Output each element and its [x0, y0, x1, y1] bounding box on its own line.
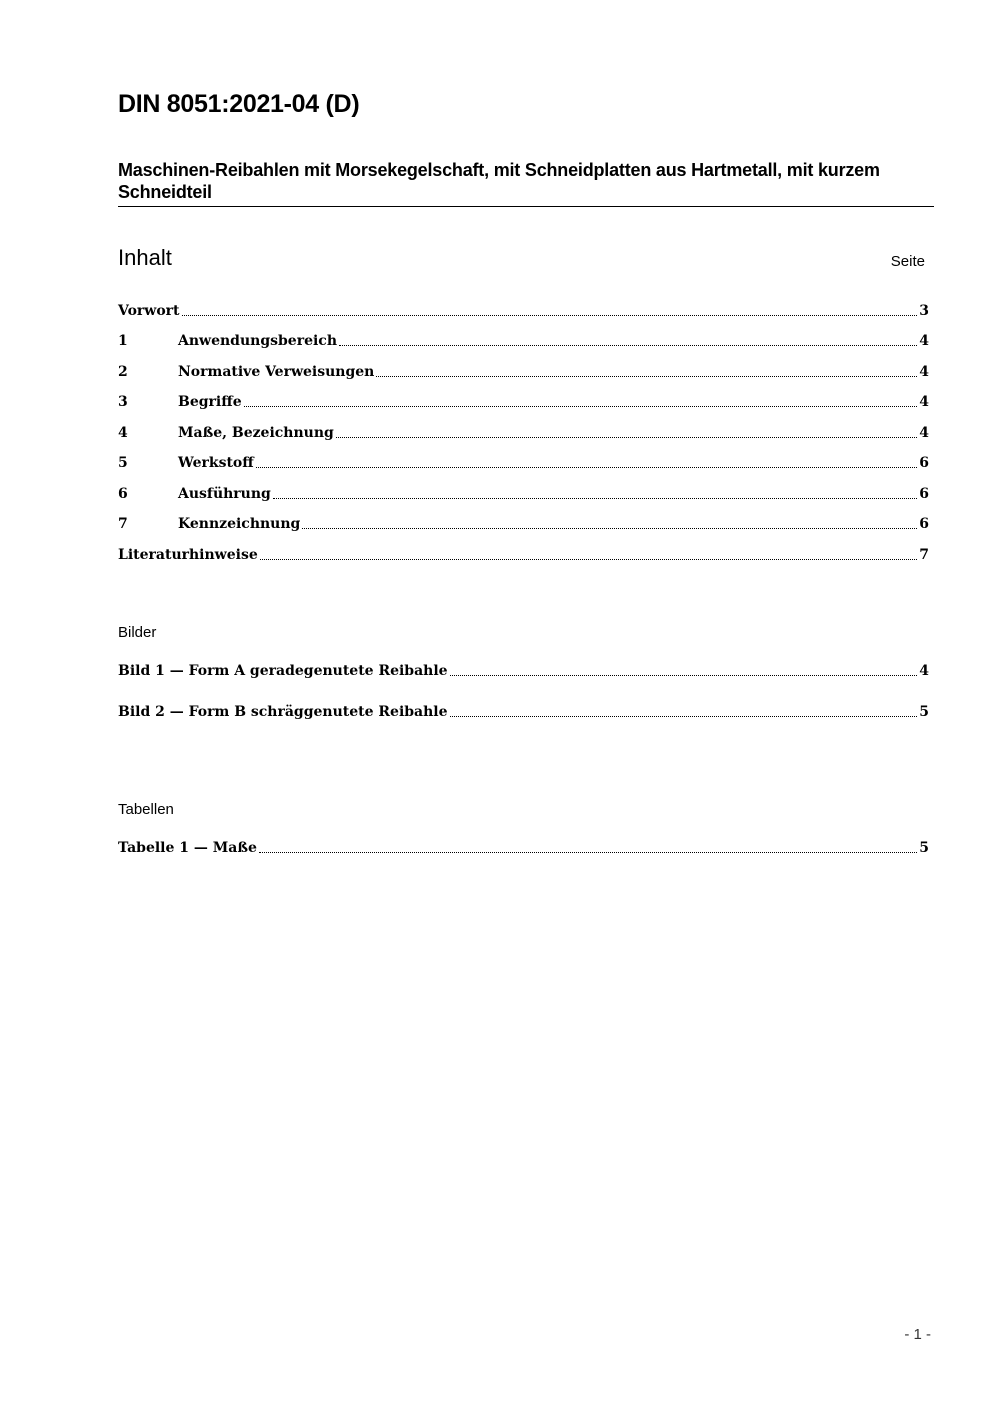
table-entry-tabelle-1[interactable]: [118, 840, 929, 860]
toc-entry-number: 5: [118, 455, 128, 471]
toc-entry-ausfuehrung[interactable]: [118, 486, 929, 506]
toc-entry-literaturhinweise[interactable]: [118, 547, 929, 567]
figure-entry-bild-1[interactable]: [118, 663, 929, 683]
toc-leader-dots: [244, 406, 918, 407]
toc-entry-label: Begriffe: [178, 394, 242, 410]
toc-entry-masse-bezeichnung[interactable]: [118, 425, 929, 445]
toc-leader-dots: [273, 498, 917, 499]
toc-entry-label: Kennzeichnung: [178, 516, 301, 532]
toc-entry-page: 3: [919, 303, 929, 319]
toc-leader-dots: [260, 559, 918, 560]
figure-entry-page: 5: [919, 704, 929, 720]
toc-entry-label: Literaturhinweise: [118, 547, 258, 563]
toc-leader-dots: [376, 376, 917, 377]
toc-entry-label: Vorwort: [118, 303, 180, 319]
toc-entry-page: 4: [919, 394, 929, 410]
toc-entry-page: 4: [919, 333, 929, 349]
toc-entry-anwendungsbereich[interactable]: [118, 333, 929, 353]
figure-entry-bild-2[interactable]: [118, 704, 929, 724]
toc-heading: Inhalt: [118, 245, 172, 270]
document-code: DIN 8051:2021-04 (D): [118, 90, 360, 118]
toc-entry-page: 7: [919, 547, 929, 563]
toc-entry-number: 7: [118, 516, 128, 532]
toc-entry-page: 4: [919, 364, 929, 380]
toc-entry-label: Anwendungsbereich: [178, 333, 337, 349]
toc-entry-page: 6: [919, 455, 929, 471]
figure-entry-page: 4: [919, 663, 929, 679]
toc-entry-label: Werkstoff: [178, 455, 254, 471]
toc-entry-page: 6: [919, 516, 929, 532]
toc-entry-page: 4: [919, 425, 929, 441]
document-title: Maschinen-Reibahlen mit Morsekegelschaft, mit Schneidplatten aus Hartmetall, mit kurzem Schneidteil: [118, 160, 880, 202]
toc-entry-number: 4: [118, 425, 128, 441]
tables-heading: Tabellen: [118, 801, 174, 818]
toc-entry-label: Ausführung: [178, 486, 271, 502]
toc-entry-page: 6: [919, 486, 929, 502]
toc-leader-dots: [450, 675, 918, 676]
toc-leader-dots: [256, 467, 918, 468]
figures-heading: Bilder: [118, 624, 157, 641]
title-divider: [118, 206, 934, 207]
toc-entry-begriffe[interactable]: [118, 394, 929, 414]
toc-entry-normative-verweisungen[interactable]: [118, 364, 929, 384]
toc-leader-dots: [336, 437, 917, 438]
figure-entry-label: Bild 2 — Form B schräggenutete Reibahle: [118, 704, 448, 720]
toc-leader-dots: [259, 852, 917, 853]
page-column-label: Seite: [890, 253, 925, 270]
toc-entry-vorwort[interactable]: [118, 303, 929, 323]
toc-entry-label: Normative Verweisungen: [178, 364, 375, 380]
toc-entry-kennzeichnung[interactable]: [118, 516, 929, 536]
toc-entry-werkstoff[interactable]: [118, 455, 929, 475]
toc-entry-number: 3: [118, 394, 128, 410]
page-number: - 1 -: [904, 1326, 931, 1343]
toc-leader-dots: [450, 716, 918, 717]
toc-leader-dots: [339, 345, 917, 346]
table-entry-page: 5: [919, 840, 929, 856]
toc-entry-number: 2: [118, 364, 128, 380]
table-entry-label: Tabelle 1 — Maße: [118, 840, 257, 856]
toc-leader-dots: [182, 315, 918, 316]
toc-entry-label: Maße, Bezeichnung: [178, 425, 334, 441]
toc-entry-number: 1: [118, 333, 128, 349]
toc-leader-dots: [302, 528, 917, 529]
toc-entry-number: 6: [118, 486, 128, 502]
figure-entry-label: Bild 1 — Form A geradegenutete Reibahle: [118, 663, 448, 679]
